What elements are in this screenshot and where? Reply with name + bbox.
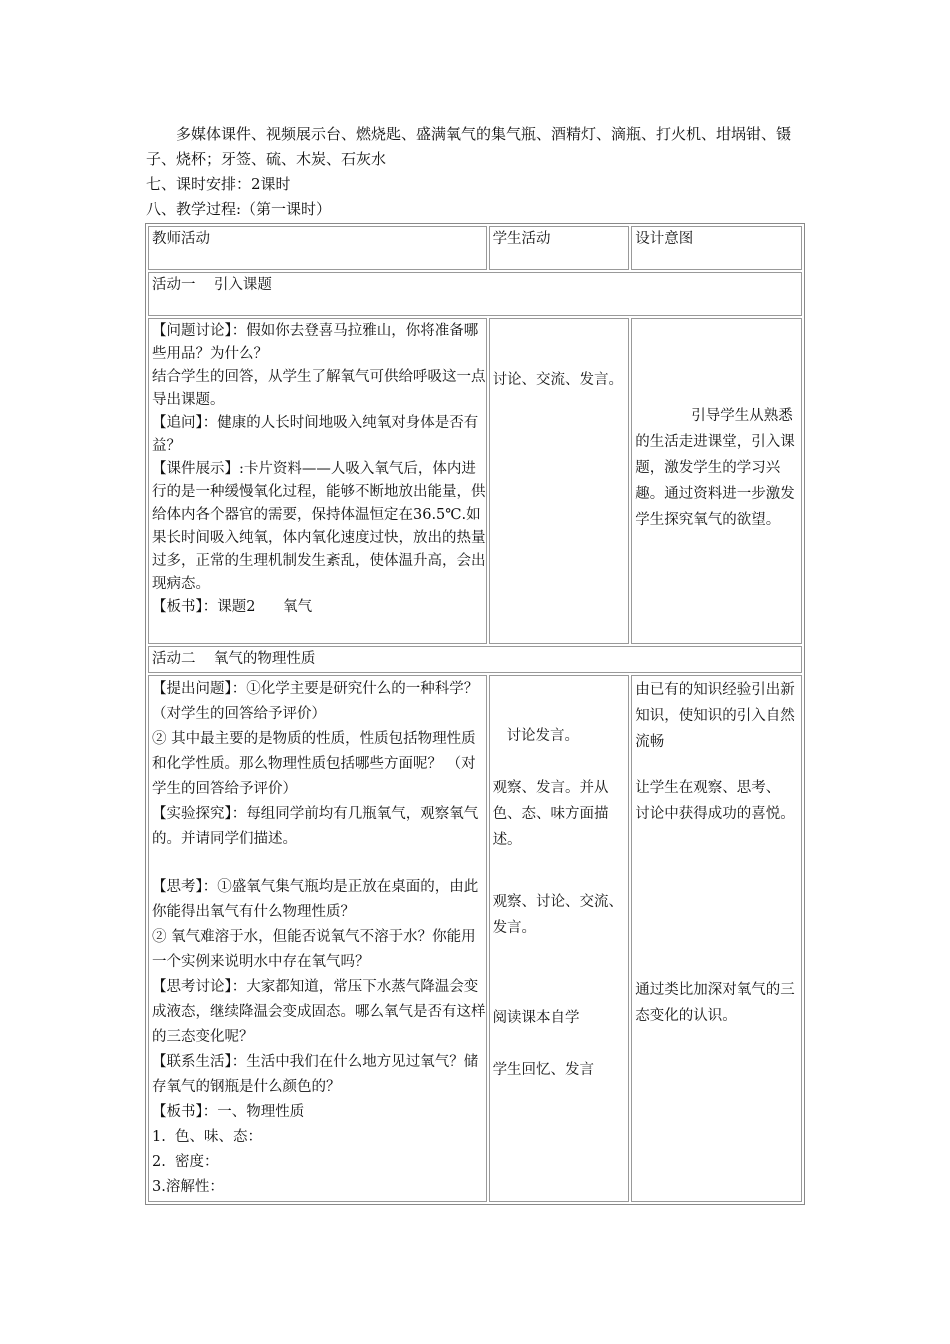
activity1-teacher-line: 【板书】：课题2 氧气	[152, 599, 313, 615]
activity2-teacher-line: 【联系生活】：生活中我们在什么地方见过氧气？储存氧气的钢瓶是什么颜色的？	[152, 1054, 479, 1095]
spacer	[493, 941, 629, 1005]
intro-section	[146, 122, 806, 222]
activity2-title-row	[148, 646, 802, 673]
header-teacher: 教师活动	[148, 226, 487, 270]
materials-text: 多媒体课件、视频展示台、燃烧匙、盛满氧气的集气瓶、酒精灯、滴瓶、打火机、坩埚钳、镊子、烧杯；牙签、硫、木炭、石灰水	[146, 125, 792, 168]
activity1-row	[148, 318, 802, 644]
spacer	[635, 827, 801, 977]
activity2-title: 活动二 氧气的物理性质	[148, 646, 802, 673]
activity1-intent	[631, 318, 802, 644]
process-heading: 八、教学过程:（第一课时）	[146, 200, 332, 218]
activity2-teacher-line: 3.溶解性：	[152, 1179, 224, 1195]
activity2-teacher-line: 【提出问题】：①化学主要是研究什么的一种科学？ （对学生的回答给予评价）	[152, 681, 479, 722]
table-header-row	[148, 226, 802, 270]
spacer	[635, 755, 801, 775]
header-student: 学生活动	[489, 226, 630, 270]
spacer	[152, 852, 486, 875]
activity2-teacher-line: ② 氧气难溶于水，但能否说氧气不溶于水？你能用一个实例来说明水中存在氧气吗？	[152, 929, 476, 970]
spacer	[493, 853, 629, 889]
activity2-intent-4: 通过类比加深对氧气的三态变化的认识。	[635, 982, 795, 1024]
activity2-teacher-line: 2. 密度：	[152, 1154, 219, 1170]
activity2-student-read: 阅读课本自学	[492, 1010, 580, 1026]
activity2-intent-2: 让学生在观察、思考、	[635, 780, 781, 796]
activity1-intent-text: 引导学生从熟悉的生活走进课堂，引入课题，激发学生的学习兴趣。通过资料进一步激发学生探究氧气的欲望。	[635, 408, 795, 528]
activity2-intent-3: 讨论中获得成功的喜悦。	[635, 806, 795, 822]
activity2-teacher-line: 【板书】：一、物理性质	[152, 1104, 305, 1120]
activity2-student	[489, 675, 630, 1202]
class-hours-text: 七、课时安排：2课时	[146, 175, 291, 193]
spacer	[493, 1031, 629, 1057]
activity2-row	[148, 675, 802, 1202]
activity2-student-discuss: 讨论发言。	[506, 728, 580, 744]
activity2-intent	[631, 675, 802, 1202]
activity1-teacher-line: 【课件展示】:卡片资料——人吸入氧气后，体内进行的是一种缓慢氧化过程，能够不断地放出能量，供给体内各个器官的需要，保持体温恒定在36.5℃.如果长时间吸入纯氧，体内氧化速度过快，放出的热量过多，正常的生理机制发生紊乱，使体温升高，会出现病态。	[152, 461, 486, 592]
spacer	[493, 677, 629, 723]
activity1-title-row	[148, 272, 802, 316]
activity2-teacher-line: ② 其中最主要的是物质的性质，性质包括物理性质和化学性质。那么物理性质包括哪些方面呢？ （对学生的回答给予评价）	[152, 731, 476, 797]
activity2-teacher-line: 【思考讨论】：大家都知道，常压下水蒸气降温会变成液态，继续降温会变成固态。哪么氧气是否有这样的三态变化呢？	[152, 979, 486, 1045]
activity1-teacher-line: 【追问】：健康的人长时间地吸入纯氧对身体是否有益？	[152, 415, 479, 454]
activity1-teacher-line: 结合学生的回答，从学生了解氧气可供给呼吸这一点导出课题。	[152, 369, 486, 408]
spacer	[493, 749, 629, 775]
header-intent: 设计意图	[631, 226, 802, 270]
activity2-intent-1: 由已有的知识经验引出新知识，使知识的引入自然流畅	[635, 682, 795, 750]
activity2-teacher-line: 【实验探究】：每组同学前均有几瓶氧气，观察氧气的。并请同学们描述。	[152, 806, 479, 847]
activity1-title: 活动一 引入课题	[148, 272, 802, 316]
activity2-student-observe: 观察、发言。并从色、态、味方面描述。	[492, 780, 609, 848]
activity1-student: 讨论、交流、发言。	[489, 318, 630, 644]
lesson-table	[145, 223, 805, 1205]
activity2-student-exchange: 观察、讨论、交流、发言。	[492, 894, 624, 936]
activity1-teacher-line: 【问题讨论】：假如你去登喜马拉雅山，你将准备哪些用品？为什么？	[152, 323, 479, 362]
activity1-teacher	[148, 318, 487, 644]
activity2-teacher-line: 【思考】：①盛氧气集气瓶均是正放在桌面的，由此你能得出氧气有什么物理性质？	[152, 879, 479, 920]
activity2-student-recall: 学生回忆、发言	[492, 1062, 595, 1078]
activity2-teacher	[148, 675, 487, 1202]
activity2-teacher-line: 1. 色、味、态：	[152, 1129, 263, 1145]
